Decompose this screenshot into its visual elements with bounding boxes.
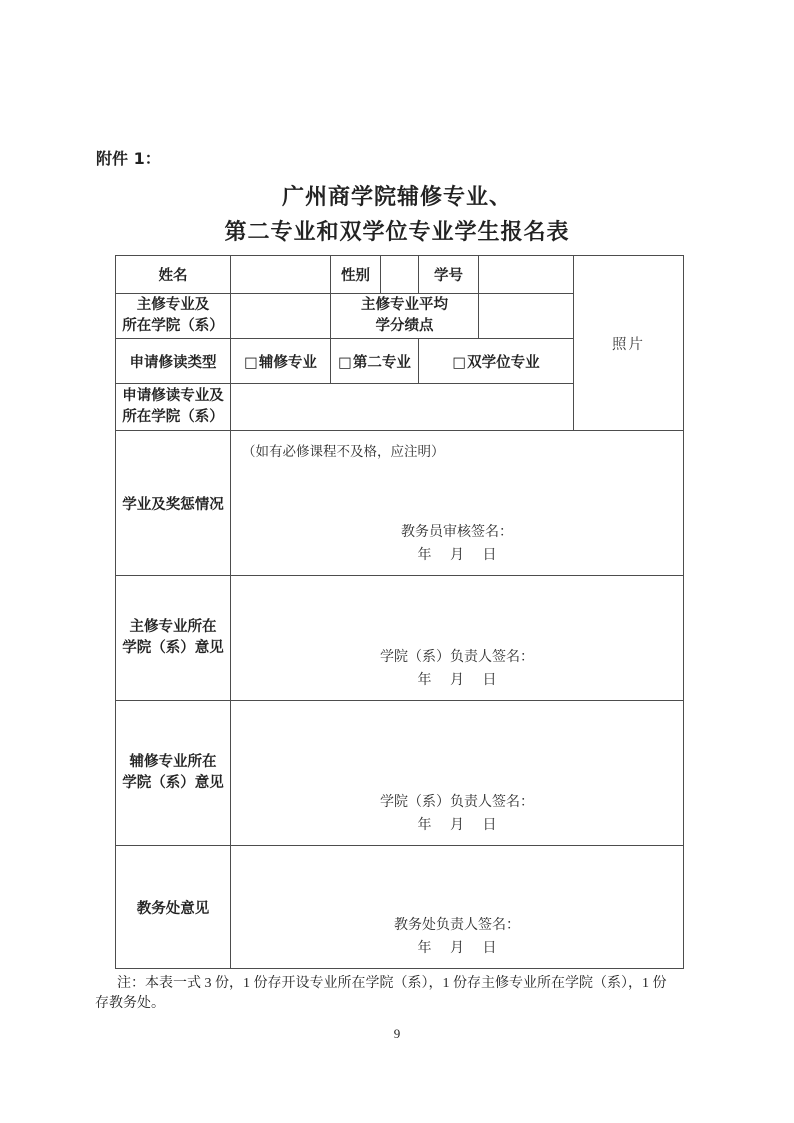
document-title-line1: 广州商学院辅修专业、 xyxy=(281,185,512,210)
minor-opinion-content-cell[interactable] xyxy=(231,701,684,846)
row-major-opinion xyxy=(116,576,684,701)
major-college-input-cell[interactable] xyxy=(231,294,331,339)
checkbox-icon[interactable]: □ xyxy=(452,354,467,371)
footnote-line1: 注：本表一式 3 份，1 份存开设专业所在学院（系），1 份存主修专业所在学院（系），1 份 xyxy=(117,976,667,991)
academic-sign-label: 教务员审核签名： xyxy=(401,525,513,540)
checkbox-icon[interactable]: □ xyxy=(338,354,352,371)
academic-date-line: 年 月 日 xyxy=(417,548,497,563)
page-number: 9 xyxy=(393,1026,401,1041)
checkbox-option-minor[interactable] xyxy=(231,339,331,384)
major-college-label: 主修专业及 所在学院（系） xyxy=(116,294,231,339)
academic-record-hint: （如有必修课程不及格，应注明） xyxy=(242,444,445,459)
minor-opinion-label: 辅修专业所在 学院（系）意见 xyxy=(116,701,231,846)
checkbox-minor-label: 辅修专业 xyxy=(258,354,317,371)
registrar-opinion-content-cell[interactable] xyxy=(231,846,684,969)
academic-record-content-cell[interactable] xyxy=(231,431,684,576)
checkbox-second-label: 第二专业 xyxy=(352,354,411,371)
minor-opinion-date-line: 年 月 日 xyxy=(417,818,497,833)
registrar-sign-label: 教务处负责人签名： xyxy=(394,918,520,933)
major-opinion-date-line: 年 月 日 xyxy=(417,673,497,688)
footnote-line2: 存教务处。 xyxy=(95,996,165,1011)
attachment-label: 附件 1： xyxy=(96,149,161,168)
photo-label: 照片 xyxy=(612,336,645,353)
document-title xyxy=(0,180,794,250)
photo-placeholder-cell xyxy=(574,256,684,431)
checkbox-option-double[interactable] xyxy=(419,339,574,384)
apply-type-label: 申请修读类型 xyxy=(116,339,231,384)
name-input-cell[interactable] xyxy=(231,256,331,294)
registration-form-table xyxy=(115,255,684,969)
student-id-label: 学号 xyxy=(419,256,479,294)
major-opinion-sign-label: 学院（系）负责人签名： xyxy=(380,650,534,665)
student-id-input-cell[interactable] xyxy=(479,256,574,294)
major-opinion-label: 主修专业所在 学院（系）意见 xyxy=(116,576,231,701)
academic-record-label: 学业及奖惩情况 xyxy=(116,431,231,576)
name-label: 姓名 xyxy=(116,256,231,294)
apply-major-input-cell[interactable] xyxy=(231,384,574,431)
registrar-date-line: 年 月 日 xyxy=(417,941,497,956)
minor-opinion-signature-block xyxy=(231,791,683,844)
gender-label: 性别 xyxy=(331,256,381,294)
apply-major-label: 申请修读专业及 所在学院（系） xyxy=(116,384,231,431)
row-registrar-opinion xyxy=(116,846,684,969)
gender-input-cell[interactable] xyxy=(381,256,419,294)
checkbox-icon[interactable]: □ xyxy=(244,354,258,371)
gpa-label: 主修专业平均 学分绩点 xyxy=(331,294,479,339)
major-opinion-content-cell[interactable] xyxy=(231,576,684,701)
checkbox-double-label: 双学位专业 xyxy=(467,354,540,371)
registrar-opinion-label: 教务处意见 xyxy=(116,846,231,969)
gpa-input-cell[interactable] xyxy=(479,294,574,339)
checkbox-option-second[interactable] xyxy=(331,339,419,384)
footnote xyxy=(95,974,703,1014)
row-academic-record xyxy=(116,431,684,576)
row-name-gender-id xyxy=(116,256,684,294)
minor-opinion-sign-label: 学院（系）负责人签名： xyxy=(380,795,534,810)
row-minor-opinion xyxy=(116,701,684,846)
major-opinion-signature-block xyxy=(231,646,683,699)
document-title-line2: 第二专业和双学位专业学生报名表 xyxy=(224,220,570,245)
academic-signature-block xyxy=(231,521,683,574)
registrar-signature-block xyxy=(231,914,683,967)
